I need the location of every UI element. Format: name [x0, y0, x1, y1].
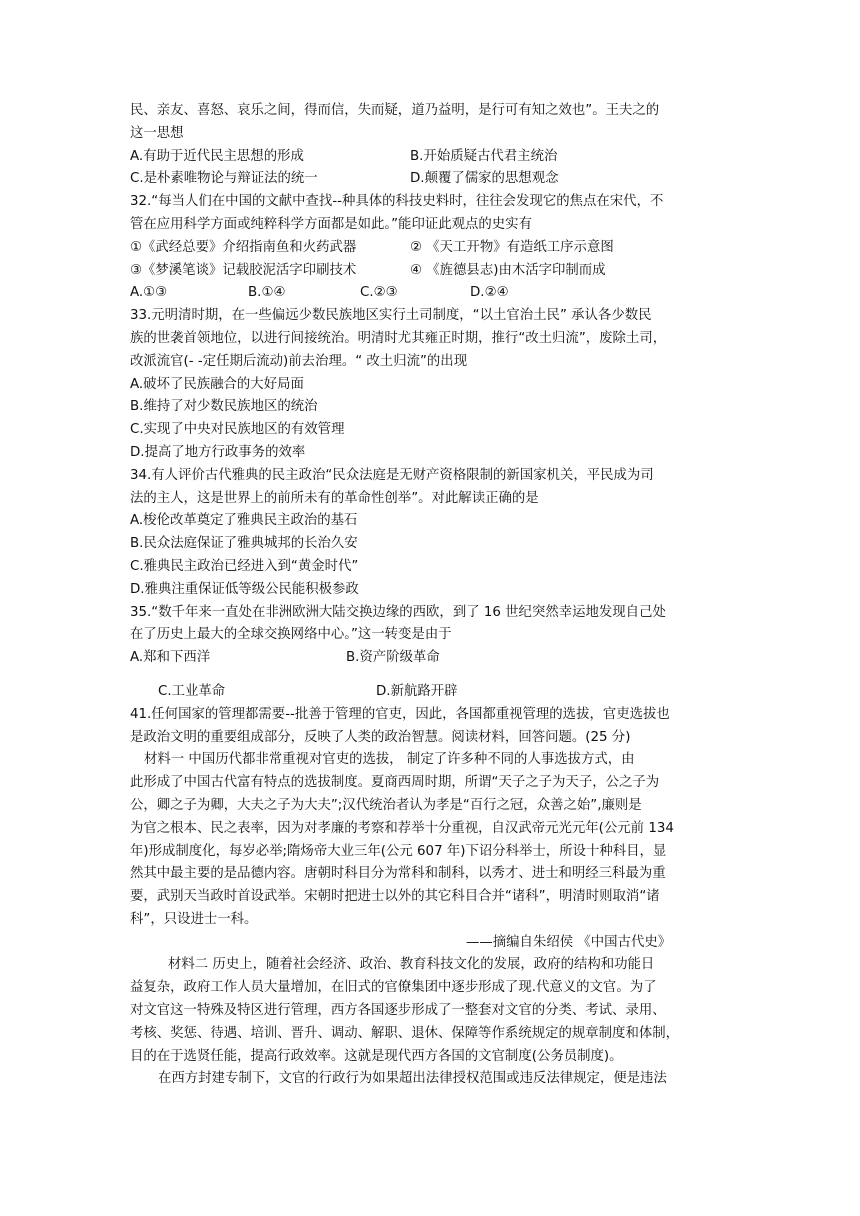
q32-items-row	[130, 237, 742, 260]
q41-material1-line: 材料一 中国历代都非常重视对官吏的选拔， 制定了许多种不同的人事选拔方式，由	[144, 752, 635, 768]
q31-text-line: 民、亲友、喜怒、哀乐之间，得而信，失而疑，道乃益明，是行可有知之效也”。王夫之的	[130, 103, 660, 118]
q31-options-row	[130, 146, 742, 169]
q35-option-b: B.资产阶级革命	[346, 650, 440, 666]
q35-stem-line: 在了历史上最大的全球交换网络中心。”这一转变是由于	[130, 627, 452, 643]
q31-option-c: C.是朴素唯物论与辩证法的统一	[130, 171, 318, 187]
q33-option-d: D.提高了地方行政事务的效率	[130, 444, 306, 460]
q34-stem-line: 34.有人评价古代雅典的民主政治“民众法庭是无财产资格限制的新国家机关，平民成为司	[130, 467, 654, 483]
q34-option-d: D.雅典注重保证低等级公民能积极参政	[130, 581, 359, 597]
q41-material1-line: 然其中最主要的是品德内容。唐朝时科目分为常科和制科，以秀才、进士和明经三科最为重	[130, 866, 666, 882]
q32-stem-line: 32.“每当人们在中国的文献中查找--种具体的科技史料时，往往会发现它的焦点在宋代，不	[130, 194, 664, 210]
q41-material1-line: 为官之根本、民之表率，因为对孝廉的考察和荐举十分重视，自汉武帝元光元年(公元前 134	[130, 820, 674, 836]
q41-intro-line: 41.任何国家的管理都需要--批善于管理的官吏，因此，各国都重视管理的选拔，官吏选拔也	[130, 706, 670, 722]
q32-item-2: ② 《天工开物》有造纸工序示意图	[410, 239, 614, 255]
q41-material2-line: 考核、奖惩、待遇、培训、晋升、调动、解职、退休、保障等作系统规定的规章制度和体制，	[130, 1025, 680, 1041]
q41-material1-line: 科”，只设进士一科。	[130, 911, 258, 927]
q41-material2-continuation: 在西方封建专制下，文官的行政行为如果超出法律授权范围或违反法律规定，便是违法	[158, 1071, 667, 1087]
q41-material1-line: 此形成了中国古代富有特点的选拔制度。夏商西周时期，所谓“天子之子为天子，公之子为	[130, 775, 660, 791]
q41-source-citation: ——摘编自朱绍侯 《中国古代史》	[466, 934, 672, 950]
q32-option-b: B.①④	[248, 285, 286, 301]
q32-item-1: ①《武经总要》介绍指南鱼和火药武器	[130, 239, 357, 255]
q34-stem-line: 法的主人，这是世界上的前所未有的革命性创举”。对此解读正确的是	[130, 490, 539, 506]
q32-items-row	[130, 260, 742, 283]
q41-material1-line: 年)形成制度化，每岁必举;隋炀帝大业三年(公元 607 年)下诏分科举士，所设十种科目，显	[130, 843, 667, 859]
q31-option-d: D.颠覆了儒家的思想观念	[410, 171, 559, 187]
q35-option-a: A.郑和下西洋	[130, 650, 211, 666]
q32-stem-line: 管在应用科学方面或纯粹科学方面都是如此。”能印证此观点的史实有	[130, 216, 532, 232]
q32-item-3: ③《梦溪笔谈》记载胶泥活字印刷技术	[130, 262, 357, 278]
q34-option-c: C.雅典民主政治已经进入到“黄金时代”	[130, 558, 359, 574]
q32-option-c: C.②③	[360, 285, 398, 301]
q31-option-b: B.开始质疑古代君主统治	[410, 148, 558, 164]
q33-stem-line: 33.元明清时期，在一些偏远少数民族地区实行土司制度，“以土官治土民” 承认各少数民	[130, 308, 652, 324]
q32-option-a: A.①③	[130, 285, 168, 301]
q32-option-d: D.②④	[470, 285, 509, 301]
q31-options-row	[130, 168, 742, 191]
q31-option-a: A.有助于近代民主思想的形成	[130, 148, 304, 164]
exam-page	[130, 100, 742, 1091]
q41-material2-line: 目的在于选贤任能，提高行政效率。这就是现代西方各国的文官制度(公务员制度)。	[130, 1048, 623, 1064]
q34-option-a: A.梭伦改革奠定了雅典民主政治的基石	[130, 513, 358, 529]
q41-material2-line: 材料二 历史上，随着社会经济、政治、教育科技文化的发展，政府的结构和功能日	[168, 957, 655, 973]
blank-gap	[130, 670, 742, 681]
q41-material2-line: 益复杂，政府工作人员大量增加，在旧式的官僚集团中逐步形成了现.代意义的文官。为了	[130, 980, 657, 996]
q33-option-b: B.维持了对少数民族地区的统治	[130, 399, 318, 415]
q33-option-c: C.实现了中央对民族地区的有效管理	[130, 422, 345, 438]
q35-options-row	[130, 647, 742, 670]
q41-intro-line: 是政治文明的重要组成部分，反映了人类的政治智慧。阅读材料，回答问题。(25 分)	[130, 729, 631, 745]
q41-material1-line: 要，武别天当政时首设武举。宋朝时把进士以外的其它科目合并“诸科”，明清时则取消“诸	[130, 889, 660, 905]
q34-option-b: B.民众法庭保证了雅典城邦的长治久安	[130, 536, 358, 552]
q33-option-a: A.破坏了民族融合的大好局面	[130, 376, 304, 392]
q35-options-row	[130, 681, 742, 704]
q32-item-4: ④ 《旌德县志)由木活字印制而成	[410, 262, 606, 278]
q35-stem-line: 35.“数千年来一直处在非洲欧洲大陆交换边缘的西欧，到了 16 世纪突然幸运地发现自己处	[130, 604, 666, 620]
q35-option-d: D.新航路开辟	[376, 683, 458, 699]
q33-stem-line: 族的世袭首领地位，以进行间接统治。明清时尤其雍正时期，推行“改土归流”，废除土司，	[130, 330, 667, 346]
q41-material2-line: 对文官这一特殊及特区进行管理，西方各国逐步形成了一整套对文官的分类、考试、录用、	[130, 1003, 666, 1019]
q31-text-line: 这一思想	[130, 125, 184, 141]
q32-options-row	[130, 282, 742, 305]
q35-option-c: C.工业革命	[158, 683, 226, 699]
q33-stem-line: 改派流官(- -定任期后流动)前去治理。“ 改土归流”的出现	[130, 353, 468, 369]
q41-material1-line: 公，卿之子为卿，大夫之子为大夫”;汉代统治者认为孝是“百行之冠，众善之始”,廉则是	[130, 797, 642, 813]
